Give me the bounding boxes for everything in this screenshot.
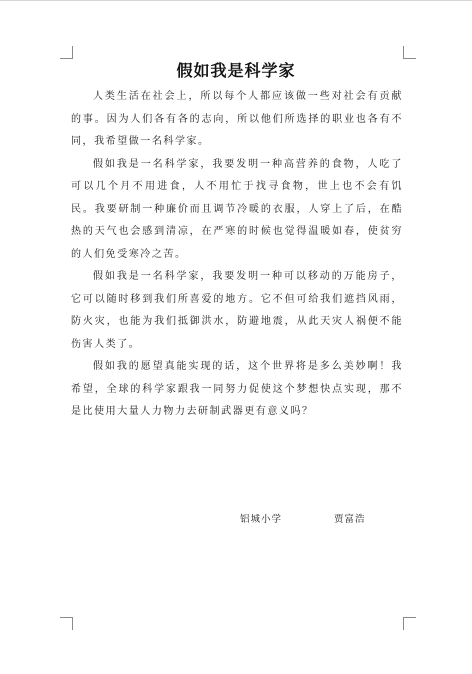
document-title: 假如我是科学家 <box>176 61 296 80</box>
document-body <box>71 86 403 424</box>
margin-corner-mark-top-left <box>60 46 73 59</box>
paragraph-4: 假如我的愿望真能实现的话，这个世界将是多么美妙啊！我希望，全球的科学家跟我一同努力促使这个梦想快点实现，那不是比使用大量人力物力去研制武器更有意义吗？ <box>71 361 403 417</box>
signature-author: 贾富浩 <box>334 514 366 525</box>
paragraph-3: 假如我是一名科学家，我要发明一种可以移动的万能房子，它可以随时移到我们所喜爱的地方。它不但可给我们遮挡风雨，防火灾，也能为我们抵御洪水，防避地震，从此天灾人祸便不能伤害人类了。 <box>71 271 403 350</box>
page-top-border <box>0 0 472 1</box>
paragraph-2: 假如我是一名科学家，我要发明一种高营养的食物，人吃了可以几个月不用进食，人不用忙于找寻食物，世上也不会有饥民。我要研制一种廉价而且调节冷暖的衣服，人穿上了后，在酷热的天气也会感到清凉，在严寒的时候也觉得温暖如春，使贫穷的人们免受寒冷之苦。 <box>71 158 403 260</box>
signature-school: 铝城小学 <box>240 514 283 525</box>
margin-corner-mark-bottom-right <box>403 617 416 630</box>
margin-corner-mark-bottom-left <box>60 617 73 630</box>
paragraph-1: 人类生活在社会上，所以每个人都应该做一些对社会有贡献的事。因为人们各有各的志向，所以他们所选择的职业也各有不同，我希望做一名科学家。 <box>71 91 403 147</box>
margin-corner-mark-top-right <box>403 46 416 59</box>
